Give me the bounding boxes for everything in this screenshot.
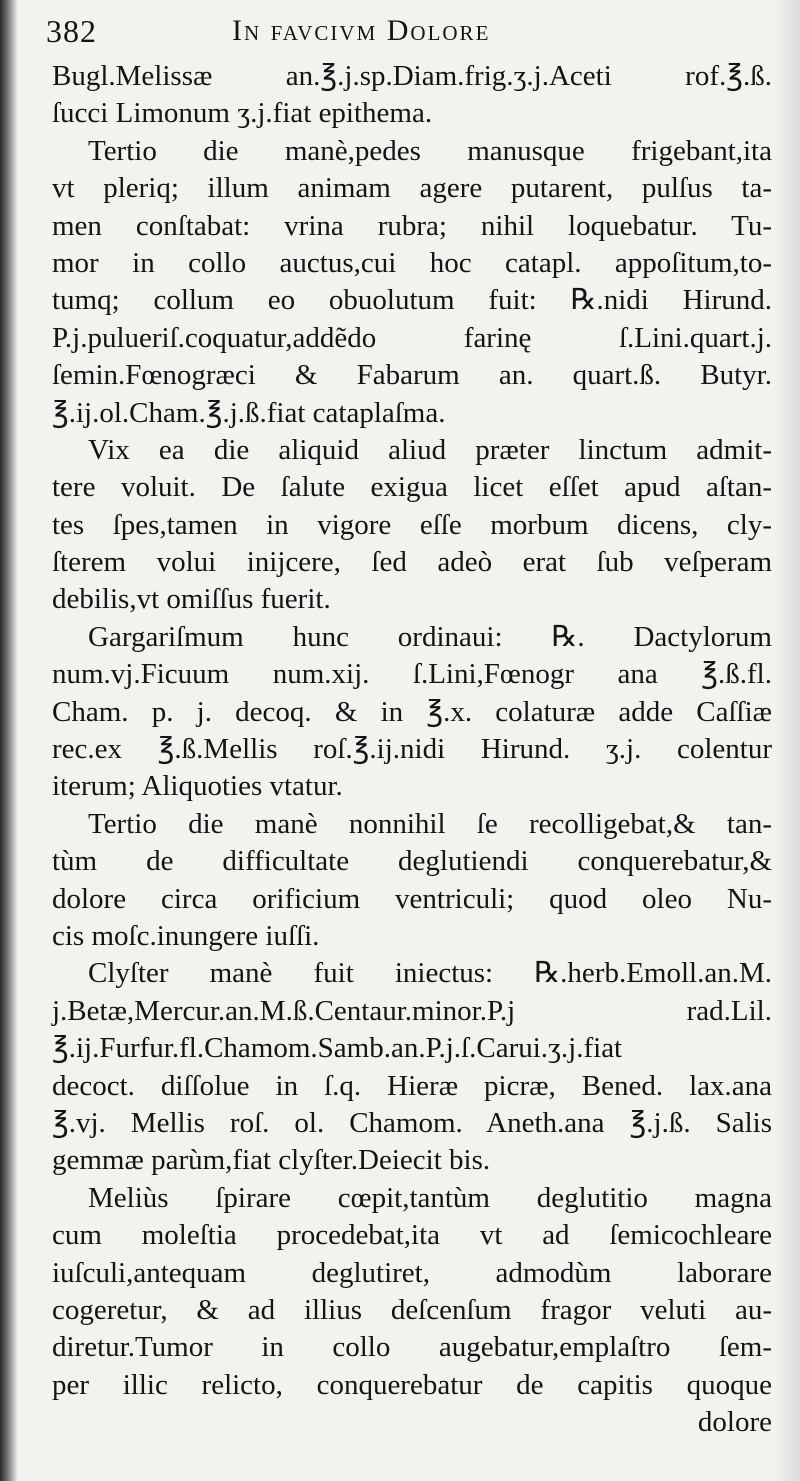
text-line: vt pleriq; illum animam agere putarent, pulſus ta- (52, 172, 772, 205)
text-line: ſemin.Fœnogræci & Fabarum an. quart.ß. Butyr. (52, 359, 772, 392)
catchword: dolore (697, 1406, 772, 1439)
paragraph-first-line: Tertio die manè nonnihil ſe recolligebat,& tan- (88, 807, 772, 840)
paragraph-first-line: Tertio die manè,pedes manusque frigebant,ita (88, 134, 772, 167)
text-line: mor in collo auctus,cui hoc catapl. appoſitum,to- (52, 246, 772, 279)
text-line: iterum; Aliquoties vtatur. (52, 770, 343, 803)
text-line: tere voluit. De ſalute exigua licet eſſet apud aſtan- (52, 471, 772, 504)
paragraph-first-line: Clyſter manè fuit iniectus: ℞.herb.Emoll.an.M. (88, 957, 772, 990)
text-line: cum moleſtia procedebat,ita vt ad ſemicochleare (52, 1219, 772, 1252)
text-line: Bugl.Melissæ an.℥.j.sp.Diam.frig.ʒ.j.Aceti rof.℥.ß. (52, 60, 772, 92)
text-line: ſterem volui inijcere, ſed adeò erat ſub veſperam (52, 546, 772, 579)
running-title: In favcivm Dolore (232, 14, 491, 47)
text-line: gemmæ parùm,fiat clyſter.Deiecit bis. (52, 1144, 491, 1177)
text-line: tumq; collum eo obuolutum fuit: ℞.nidi Hirund. (52, 284, 772, 317)
text-line: dolore circa orificium ventriculi; quod oleo Nu- (52, 882, 772, 915)
text-line: j.Betæ,Mercur.an.M.ß.Centaur.minor.P.j rad.Lil. (52, 994, 772, 1027)
text-line: per illic relicto, conquerebatur de capitis quoque (52, 1368, 772, 1401)
text-line: P.j.pulueriſ.coquatur,addẽdo farinę ſ.Lini.quart.j. (52, 321, 772, 354)
text-line: diretur.Tumor in collo augebatur,emplaſtro ſem- (52, 1331, 772, 1364)
text-line: rec.ex ℥.ß.Mellis roſ.℥.ij.nidi Hirund. ʒ.j. colentur (52, 733, 772, 766)
page-number: 382 (46, 13, 97, 49)
text-line: tes ſpes,tamen in vigore eſſe morbum dicens, cly- (52, 508, 772, 541)
text-line: tùm de difficultate deglutiendi conquerebatur,& (52, 845, 772, 878)
paragraph-first-line: Gargariſmum hunc ordinaui: ℞. Dactylorum (88, 620, 772, 653)
running-head (46, 6, 766, 56)
text-line: Cham. p. j. decoq. & in ℥.x. colaturæ adde Caſſiæ (52, 695, 772, 728)
text-line: debilis,vt omiſſus fuerit. (52, 583, 331, 616)
text-line: decoct. diſſolue in ſ.q. Hieræ picræ, Bened. lax.ana (52, 1069, 772, 1102)
text-line: cis moſc.inungere iuſſi. (52, 919, 320, 952)
text-line: ℥.ij.ol.Cham.℥.j.ß.fiat cataplaſma. (52, 396, 446, 429)
text-line: ℥.ij.Furfur.fl.Chamom.Samb.an.P.j.ſ.Carui.ʒ.j.fiat (52, 1032, 623, 1065)
text-line: cogeretur, & ad illius deſcenſum fragor veluti au- (52, 1293, 772, 1326)
text-line: num.vj.Ficuum num.xij. ſ.Lini,Fœnogr ana ℥.ß.fl. (52, 658, 772, 691)
text-line: ℥.vj. Mellis roſ. ol. Chamom. Aneth.ana ℥.j.ß. Salis (52, 1106, 772, 1139)
text-line: ſucci Limonum ʒ.j.fiat epithema. (52, 97, 433, 130)
body-text (52, 58, 772, 1441)
paragraph-first-line: Vix ea die aliquid aliud præter linctum admit- (88, 433, 772, 466)
paragraph-first-line: Meliùs ſpirare cœpit,tantùm deglutitio magna (88, 1181, 772, 1214)
text-line: men conſtabat: vrina rubra; nihil loquebatur. Tu- (52, 209, 772, 242)
text-line: iuſculi,antequam deglutiret, admodùm laborare (52, 1256, 772, 1289)
